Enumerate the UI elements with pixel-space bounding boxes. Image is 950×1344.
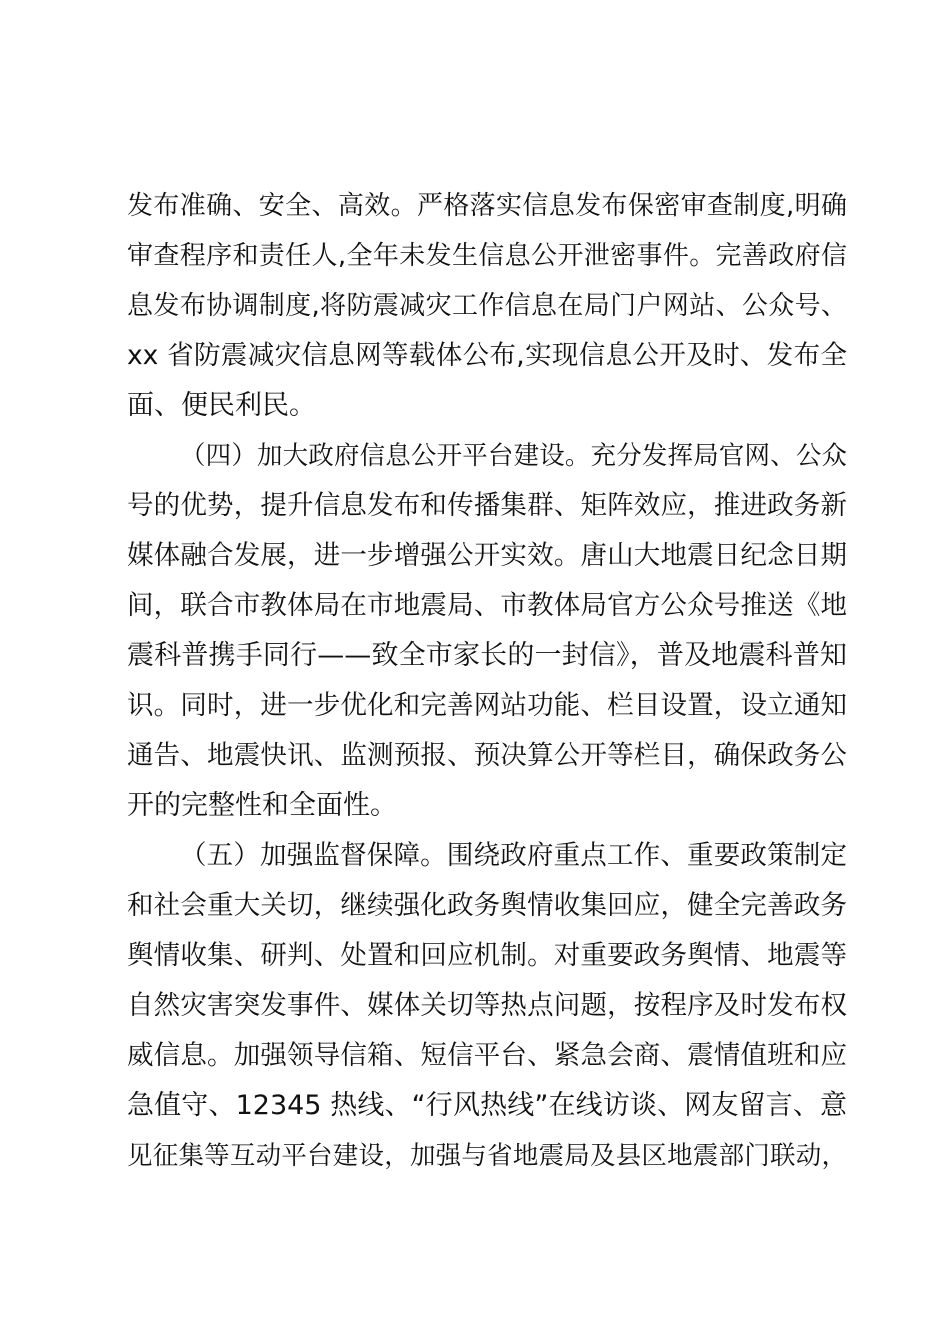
paragraph-2-line-8: 开的完整性和全面性。: [127, 790, 397, 821]
paragraph-2-line-1: （四）加大政府信息公开平台建设。充分发挥局官网、公众: [180, 441, 847, 471]
paragraph-1-line-4: xx 省防震减灾信息网等载体公布,实现信息公开及时、发布全: [127, 340, 847, 371]
paragraph-3-line-1: （五）加强监督保障。围绕政府重点工作、重要政策制定: [180, 840, 847, 871]
paragraph-2-line-7: 通告、地震快讯、监测预报、预决算公开等栏目，确保政务公: [127, 740, 847, 771]
paragraph-3-line-7: 见征集等互动平台建设，加强与省地震局及县区地震部门联动，: [127, 1141, 847, 1171]
paragraph-1-line-5: 面、便民利民。: [127, 390, 316, 421]
paragraph-3-line-6: 急值守、12345 热线、“行风热线”在线访谈、网友留言、意: [127, 1090, 847, 1121]
paragraph-3-line-3: 舆情收集、研判、处置和回应机制。对重要政务舆情、地震等: [127, 940, 847, 971]
paragraph-2-line-4: 间，联合市教体局在市地震局、市教体局官方公众号推送《地: [127, 590, 847, 621]
paragraph-2-line-3: 媒体融合发展，进一步增强公开实效。唐山大地震日纪念日期: [127, 540, 847, 571]
paragraph-1-line-3: 息发布协调制度,将防震减灾工作信息在局门户网站、公众号、: [127, 291, 847, 321]
paragraph-1-line-2: 审查程序和责任人,全年未发生信息公开泄密事件。完善政府信: [127, 241, 847, 271]
paragraph-3-line-4: 自然灾害突发事件、媒体关切等热点问题，按程序及时发布权: [127, 990, 847, 1021]
paragraph-2-line-6: 识。同时，进一步优化和完善网站功能、栏目设置，设立通知: [127, 690, 847, 721]
paragraph-3-line-2: 和社会重大关切，继续强化政务舆情收集回应，健全完善政务: [127, 890, 847, 921]
paragraph-3-line-5: 威信息。加强领导信箱、短信平台、紧急会商、震情值班和应: [127, 1040, 847, 1071]
paragraph-2-line-2: 号的优势，提升信息发布和传播集群、矩阵效应，推进政务新: [127, 490, 847, 521]
paragraph-1-line-1: 发布准确、安全、高效。严格落实信息发布保密审查制度,明确: [127, 191, 847, 221]
paragraph-2-line-5: 震科普携手同行——致全市家长的一封信》，普及地震科普知: [127, 640, 847, 671]
